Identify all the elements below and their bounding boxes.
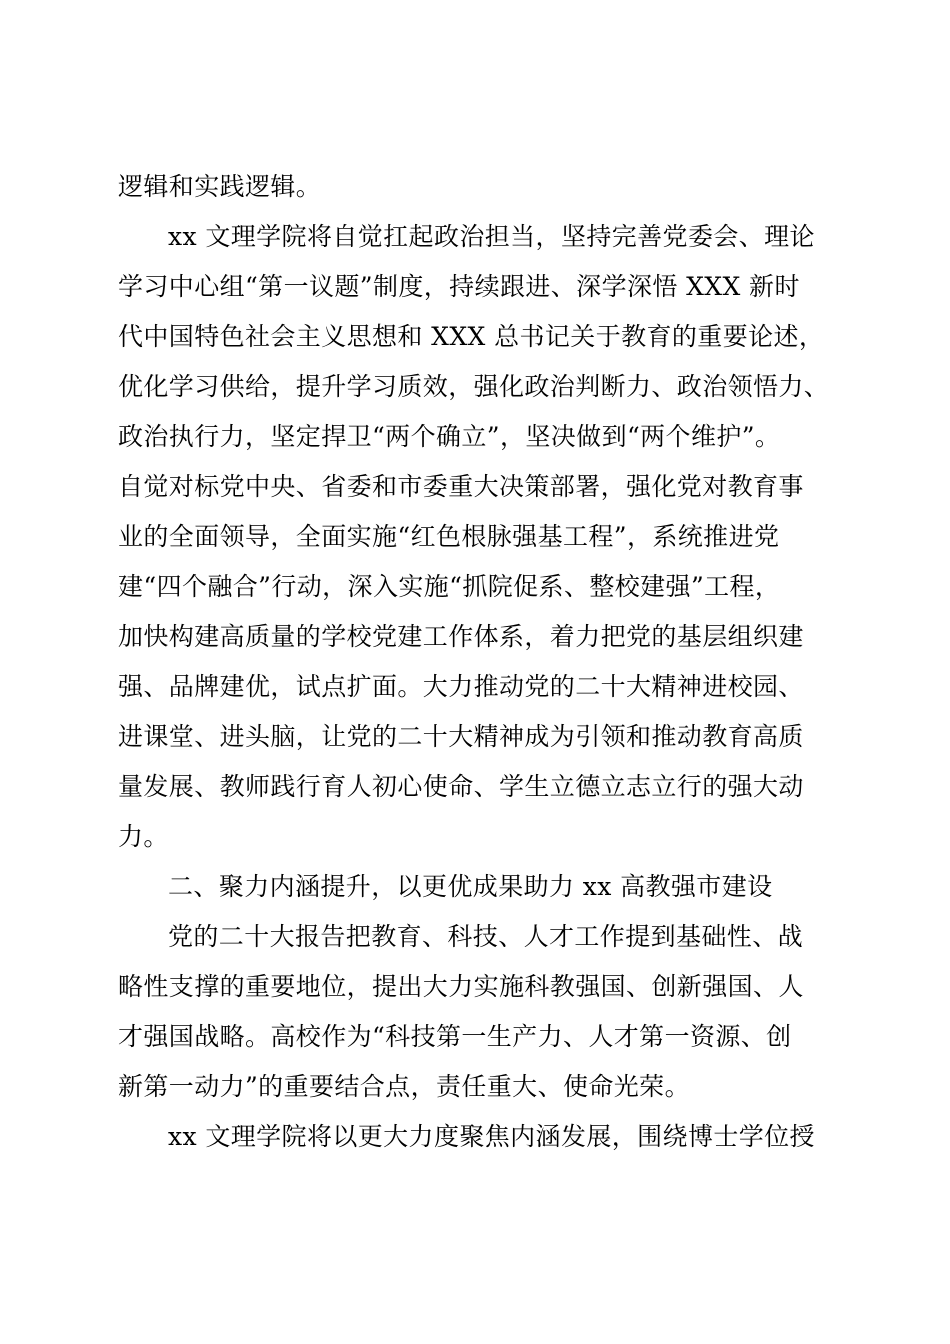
text-line: 强、品牌建优，试点扩面。大力推动党的二十大精神进校园、 [118,672,804,701]
text-line: 学习中心组“第一议题”制度，持续跟进、深学深悟 XXX 新时 [118,272,800,301]
text-line: 建“四个融合”行动，深入实施“抓院促系、整校建强”工程， [118,572,781,601]
text-line: 自觉对标党中央、省委和市委重大决策部署，强化党对教育事 [118,472,804,501]
text-line: 加快构建高质量的学校党建工作体系，着力把党的基层组织建 [118,622,804,651]
text-line: 进课堂、进头脑，让党的二十大精神成为引领和推动教育高质 [118,722,804,751]
paragraph-first-line: 党的二十大报告把教育、科技、人才工作提到基础性、战 [168,922,804,951]
text-line: 政治执行力，坚定捍卫“两个确立”，坚决做到“两个维护”。 [118,422,781,451]
section-heading: 二、聚力内涵提升，以更优成果助力 xx 高教强市建设 [168,872,773,901]
text-line: 优化学习供给，提升学习质效，强化政治判断力、政治领悟力、 [118,372,830,401]
text-line: 新第一动力”的重要结合点，责任重大、使命光荣。 [118,1072,690,1101]
text-line: 力。 [118,822,169,851]
text-line: 略性支撑的重要地位，提出大力实施科教强国、创新强国、人 [118,972,804,1001]
text-line: 量发展、教师践行育人初心使命、学生立德立志立行的强大动 [118,772,804,801]
text-line: 逻辑和实践逻辑。 [118,172,322,201]
text-line: 代中国特色社会主义思想和 XXX 总书记关于教育的重要论述， [118,322,825,351]
text-line: 业的全面领导，全面实施“红色根脉强基工程”，系统推进党 [118,522,780,551]
text-line: 才强国战略。高校作为“科技第一生产力、人才第一资源、创 [118,1022,792,1051]
paragraph-first-line: xx 文理学院将自觉扛起政治担当，坚持完善党委会、理论 [168,222,815,251]
paragraph-first-line: xx 文理学院将以更大力度聚焦内涵发展，围绕博士学位授 [168,1122,815,1151]
